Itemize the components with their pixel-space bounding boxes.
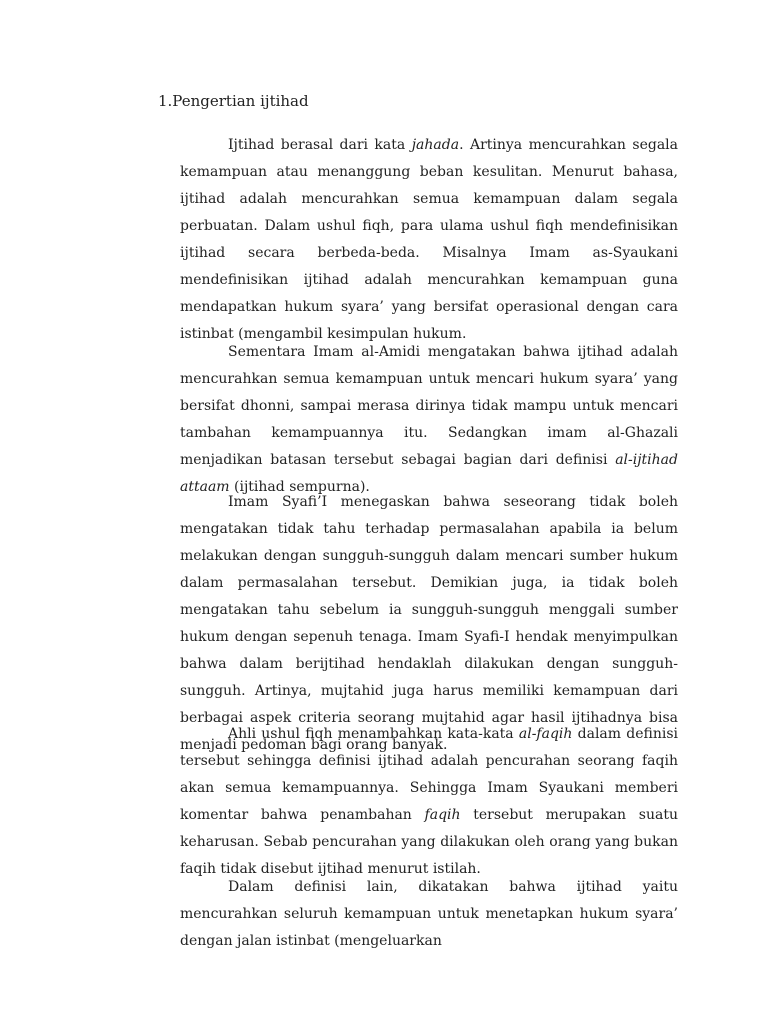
paragraph-4-italic-term-1: al-faqih <box>518 726 573 742</box>
section-heading: 1.Pengertian ijtihad <box>158 92 309 110</box>
paragraph-2-text-b: (ijtihad sempurna). <box>229 479 370 495</box>
paragraph-4 <box>180 721 678 883</box>
paragraph-1-text-b: . Artinya mencurahkan segala kemampuan atau menanggung beban kesulitan. Menurut bahasa, ijtihad adalah mencurahkan semua kemampuan dalam segala perbuatan. Dalam ushul fiqh, para ulama ushul fiqh mendefinisikan ijtihad secara berbeda-beda. Misalnya Imam as-Syaukani mendefinisikan ijtihad adalah mencurahkan kemampuan guna mendapatkan hukum syara’ yang bersifat operasional dengan cara istinbat (mengambil kesimpulan hukum. <box>180 137 678 342</box>
paragraph-1-italic-term: jahada <box>411 137 460 153</box>
paragraph-4-text-a: Ahli ushul fiqh menambahkan kata-kata <box>228 726 519 742</box>
paragraph-4-italic-term-2: faqih <box>424 807 461 823</box>
paragraph-3-text: Imam Syafi’I menegaskan bahwa seseorang tidak boleh mengatakan tidak tahu terhadap permasalahan apabila ia belum melakukan dengan sungguh-sungguh dalam mencari sumber hukum dalam permasalahan tersebut. Demikian juga, ia tidak boleh mengatakan tahu sebelum ia sungguh-sungguh menggali sumber hukum dengan sepenuh tenaga. Imam Syafi-I hendak menyimpulkan bahwa dalam berijtihad hendaklah dilakukan dengan sungguh-sungguh. Artinya, mujtahid juga harus memiliki kemampuan dari berbagai aspek criteria seorang mujtahid agar hasil ijtihadnya bisa menjadi pedoman bagi orang banyak. <box>180 494 678 753</box>
paragraph-2-italic-term: al-ijtihad attaam <box>180 452 678 495</box>
paragraph-5 <box>180 874 678 955</box>
paragraph-1 <box>180 132 678 348</box>
paragraph-3 <box>180 489 678 759</box>
paragraph-2-text-a: Sementara Imam al-Amidi mengatakan bahwa ijtihad adalah mencurahkan semua kemampuan untuk mencari hukum syara’ yang bersifat dhonni, sampai merasa dirinya tidak mampu untuk mencari tambahan kemampuannya itu. Sedangkan imam al-Ghazali menjadikan batasan tersebut sebagai bagian dari definisi <box>180 344 678 468</box>
paragraph-1-text-a: Ijtihad berasal dari kata <box>228 137 412 153</box>
paragraph-2 <box>180 339 678 501</box>
paragraph-4-text-c: tersebut merupakan suatu keharusan. Sebab pencurahan yang dilakukan oleh orang yang bukan faqih tidak disebut ijtihad menurut istilah. <box>180 807 678 877</box>
paragraph-5-text: Dalam definisi lain, dikatakan bahwa ijtihad yaitu mencurahkan seluruh kemampuan untuk menetapkan hukum syara’ dengan jalan istinbat (mengeluarkan <box>180 879 678 949</box>
paragraph-4-text-b: dalam definisi tersebut sehingga definisi ijtihad adalah pencurahan seorang faqih akan semua kemampuannya. Sehingga Imam Syaukani memberi komentar bahwa penambahan <box>180 726 678 823</box>
